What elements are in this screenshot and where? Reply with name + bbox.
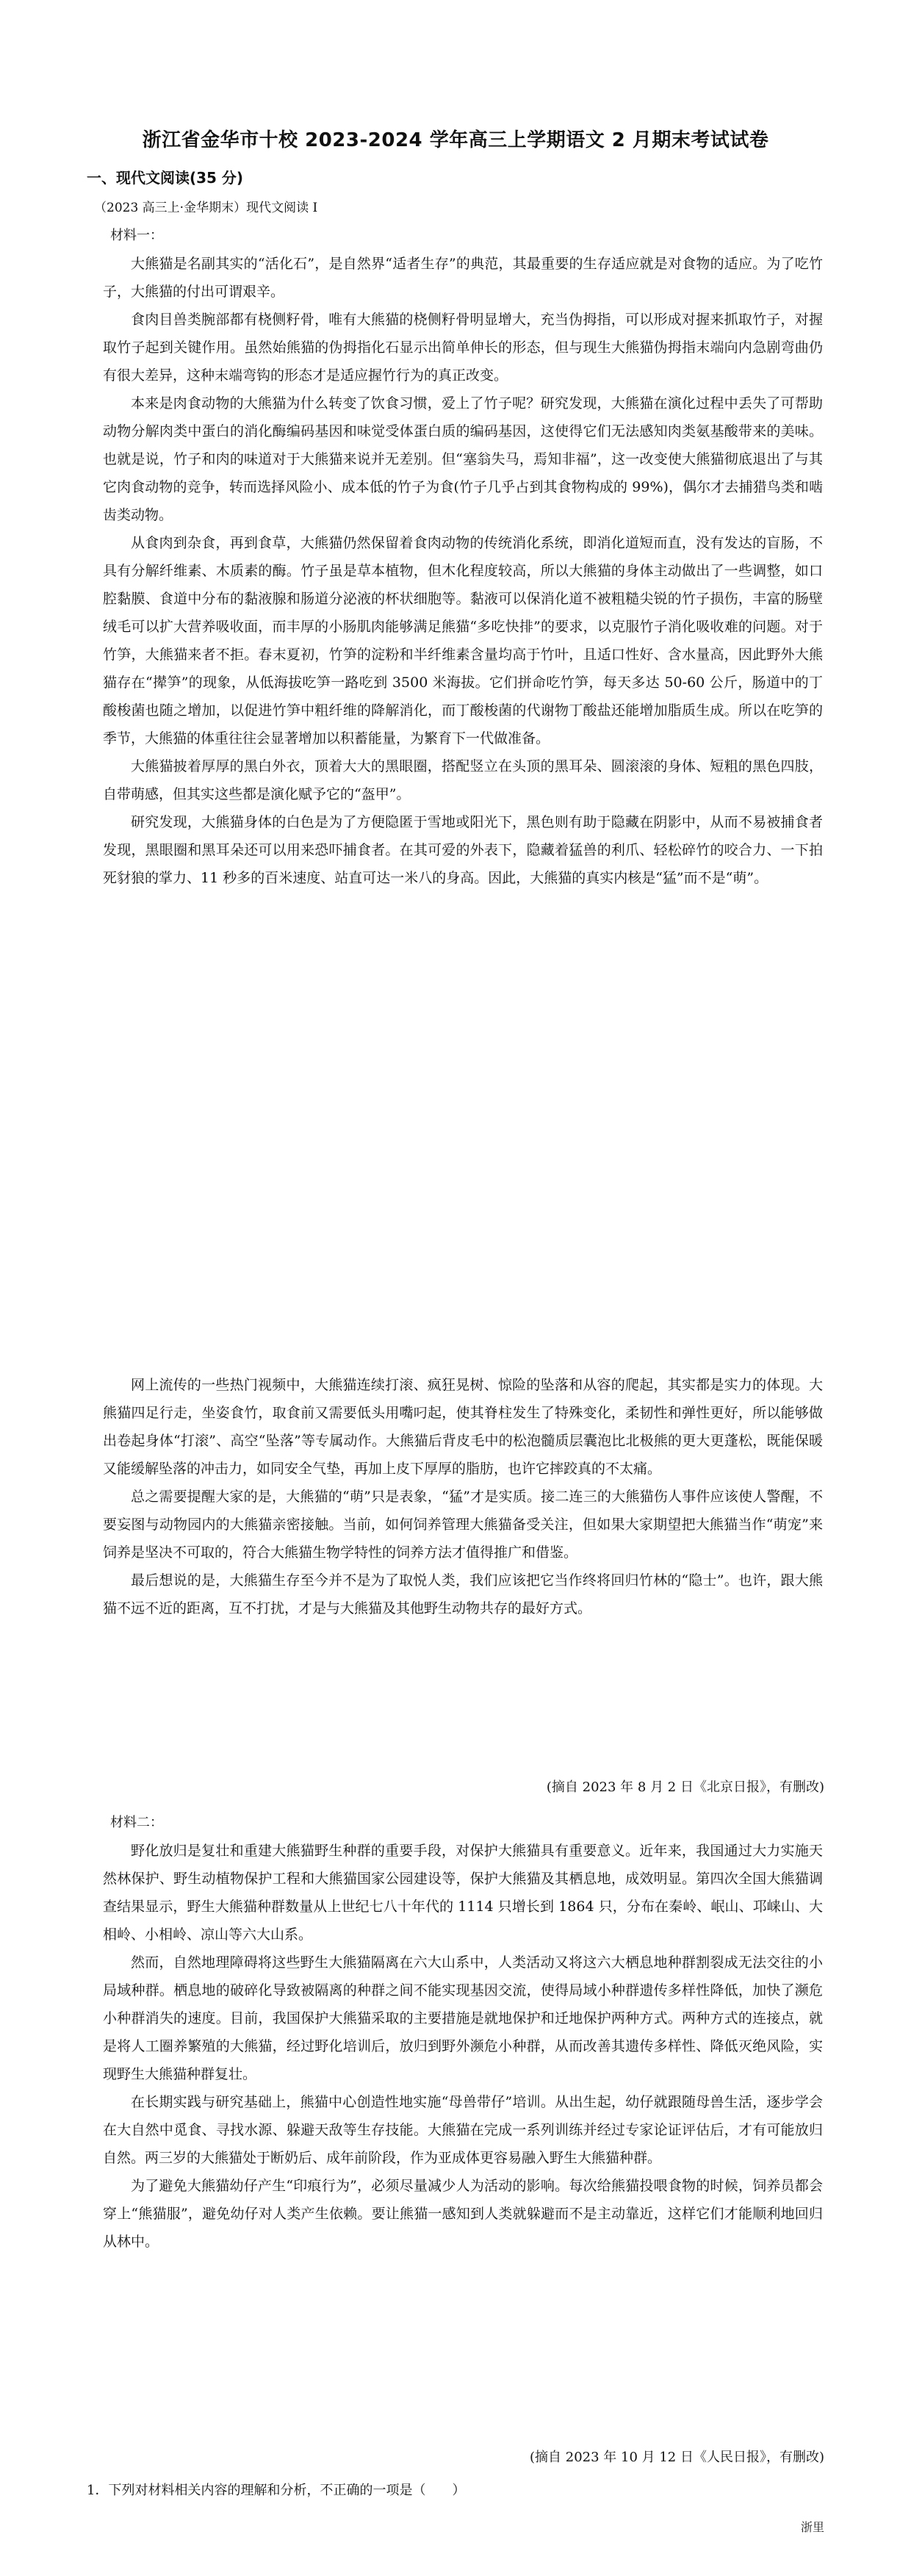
paragraph: 最后想说的是，大熊猫生存至今并不是为了取悦人类，我们应该把它当作终将回归竹林的“隐士”。也许，跟大熊猫不远不近的距离，互不打扰，才是与大熊猫及其他野生动物共存的最好方式。 <box>103 1572 823 1616</box>
paragraph: 野化放归是复壮和重建大熊猫野生种群的重要手段，对保护大熊猫具有重要意义。近年来，我国通过大力实施天然林保护、野生动植物保护工程和大熊猫国家公园建设等，保护大熊猫及其栖息地，成效明显。第四次全国大熊猫调查结果显示，野生大熊猫种群数量从上世纪七八十年代的 1114 只增长到 1864 只，分布在秦岭、岷山、邛崃山、大相岭、小相岭、凉山等六大山系。 <box>103 1843 823 1943</box>
paragraph: 研究发现，大熊猫身体的白色是为了方便隐匿于雪地或阳光下，黑色则有助于隐藏在阴影中，从而不易被捕食者发现，黑眼圈和黑耳朵还可以用来恐吓捕食者。在其可爱的外表下，隐藏着猛兽的利爪、轻松碎竹的咬合力、一下拍死豺狼的掌力、11 秒多的百米速度、站直可达一米八的身高。因此，大熊猫的真实内核是“猛”而不是“萌”。 <box>103 814 823 886</box>
paragraph: 本来是肉食动物的大熊猫为什么转变了饮食习惯，爱上了竹子呢？研究发现，大熊猫在演化过程中丢失了可帮助动物分解肉类中蛋白的消化酶编码基因和味觉受体蛋白质的编码基因，这使得它们无法感知肉类氨基酸带来的美味。也就是说，竹子和肉的味道对于大熊猫来说并无差别。但“塞翁失马，焉知非福”，这一改变使大熊猫彻底退出了与其它肉食动物的竞争，转而选择风险小、成本低的竹子为食(竹子几乎占到其食物构成的 99%)，偶尔才去捕猎鸟类和啮齿类动物。 <box>103 395 823 523</box>
material2-label: 材料二： <box>110 1815 163 1830</box>
paragraph: 在长期实践与研究基础上，熊猫中心创造性地实施“母兽带仔”培训。从出生起，幼仔就跟随母兽生活，逐步学会在大自然中觅食、寻找水源、躲避天敌等生存技能。大熊猫在完成一系列训练并经过专家论证评估后，才有可能放归自然。两三岁的大熊猫处于断奶后、成年前阶段，作为亚成体更容易融入野生大熊猫种群。 <box>103 2094 823 2166</box>
paragraph: 为了避免大熊猫幼仔产生“印痕行为”，必须尽量减少人为活动的影响。每次给熊猫投喂食物的时候，饲养员都会穿上“熊猫服”，避免幼仔对人类产生依赖。要让熊猫一感知到人类就躲避而不是主动靠近，这样它们才能顺利地回归从林中。 <box>103 2178 823 2250</box>
paragraph: 总之需要提醒大家的是，大熊猫的“萌”只是表象，“猛”才是实质。接二连三的大熊猫伤人事件应该使人警醒，不要妄图与动物园内的大熊猫亲密接触。当前，如何饲养管理大熊猫备受关注，但如果大家期望把大熊猫当作“萌宠”来饲养是坚决不可取的，符合大熊猫生物学特性的饲养方法才值得推广和借鉴。 <box>103 1489 823 1561</box>
question-1: 1．下列对材料相关内容的理解和分析，不正确的一项是（ ） <box>87 2483 466 2498</box>
page-title: 浙江省金华市十校 2023-2024 学年高三上学期语文 2 月期末考试试卷 <box>142 129 769 151</box>
paragraph: 大熊猫是名副其实的“活化石”，是自然界“适者生存”的典范，其最重要的生存适应就是对食物的适应。为了吃竹子，大熊猫的付出可谓艰辛。 <box>103 256 823 300</box>
material1-citation: (摘自 2023 年 8 月 2 日《北京日报》，有删改) <box>546 1780 824 1795</box>
source-line: （2023 高三上·金华期末）现代文阅读 I <box>94 201 318 215</box>
footer-mark: 浙里 <box>800 2520 824 2534</box>
material1-part1 <box>103 250 823 892</box>
material2-citation: (摘自 2023 年 10 月 12 日《人民日报》，有删改) <box>530 2450 824 2465</box>
paragraph: 然而，自然地理障碍将这些野生大熊猫隔离在六大山系中，人类活动又将这六大栖息地种群割裂成无法交往的小局域种群。栖息地的破碎化导致被隔离的种群之间不能实现基因交流，使得局域小种群遗传多样性降低，加快了濒危小种群消失的速度。目前，我国保护大熊猫采取的主要措施是就地保护和迁地保护两种方式。两种方式的连接点，就是将人工圈养繁殖的大熊猫，经过野化培训后，放归到野外濒危小种群，从而改善其遗传多样性、降低灭绝风险，实现野生大熊猫种群复壮。 <box>103 1954 823 2082</box>
paragraph: 食肉目兽类腕部都有桡侧籽骨，唯有大熊猫的桡侧籽骨明显增大，充当伪拇指，可以形成对握来抓取竹子，对握取竹子起到关键作用。虽然始熊猫的伪拇指化石显示出简单伸长的形态，但与现生大熊猫伪拇指末端向内急剧弯曲仍有很大差异，这种末端弯钩的形态才是适应握竹行为的真正改变。 <box>103 312 823 384</box>
paragraph: 大熊猫披着厚厚的黑白外衣，顶着大大的黑眼圈，搭配竖立在头顶的黑耳朵、圆滚滚的身体、短粗的黑色四肢，自带萌感，但其实这些都是演化赋予它的“盔甲”。 <box>103 758 823 802</box>
paragraph: 从食肉到杂食，再到食草，大熊猫仍然保留着食肉动物的传统消化系统，即消化道短而直，没有发达的盲肠，不具有分解纤维素、木质素的酶。竹子虽是草本植物，但木化程度较高，所以大熊猫的身体主动做出了一些调整，如口腔黏膜、食道中分布的黏液腺和肠道分泌液的杯状细胞等。黏液可以保消化道不被粗糙尖锐的竹子损伤，丰富的肠壁绒毛可以扩大营养吸收面，而丰厚的小肠肌肉能够满足熊猫“多吃快排”的要求，以克服竹子消化吸收难的问题。对于竹笋，大熊猫来者不拒。春末夏初，竹笋的淀粉和半纤维素含量均高于竹叶，且适口性好、含水量高，因此野外大熊猫存在“撵笋”的现象，从低海拔吃笋一路吃到 3500 米海拔。它们拼命吃竹笋，每天多达 50-60 公斤，肠道中的丁酸梭菌也随之增加，以促进竹笋中粗纤维的降解消化，而丁酸梭菌的代谢物丁酸盐还能增加脂质生成。所以在吃笋的季节，大熊猫的体重往往会显著增加以积蓄能量，为繁育下一代做准备。 <box>103 535 823 746</box>
material2-body <box>103 1837 823 2256</box>
paragraph: 网上流传的一些热门视频中，大熊猫连续打滚、疯狂晃树、惊险的坠落和从容的爬起，其实都是实力的体现。大熊猫四足行走，坐姿食竹，取食前又需要低头用嘴叼起，使其脊柱发生了特殊变化，柔韧性和弹性更好，所以能够做出卷起身体“打滚”、高空“坠落”等专属动作。大熊猫后背皮毛中的松泡髓质层囊泡比北极熊的更大更蓬松，既能保暖又能缓解坠落的冲击力，如同安全气垫，再加上皮下厚厚的脂肪，也许它摔跤真的不太痛。 <box>103 1377 823 1477</box>
section-heading: 一、现代文阅读(35 分) <box>87 169 244 187</box>
material1-label: 材料一： <box>110 228 163 243</box>
material1-part2 <box>103 1371 823 1622</box>
